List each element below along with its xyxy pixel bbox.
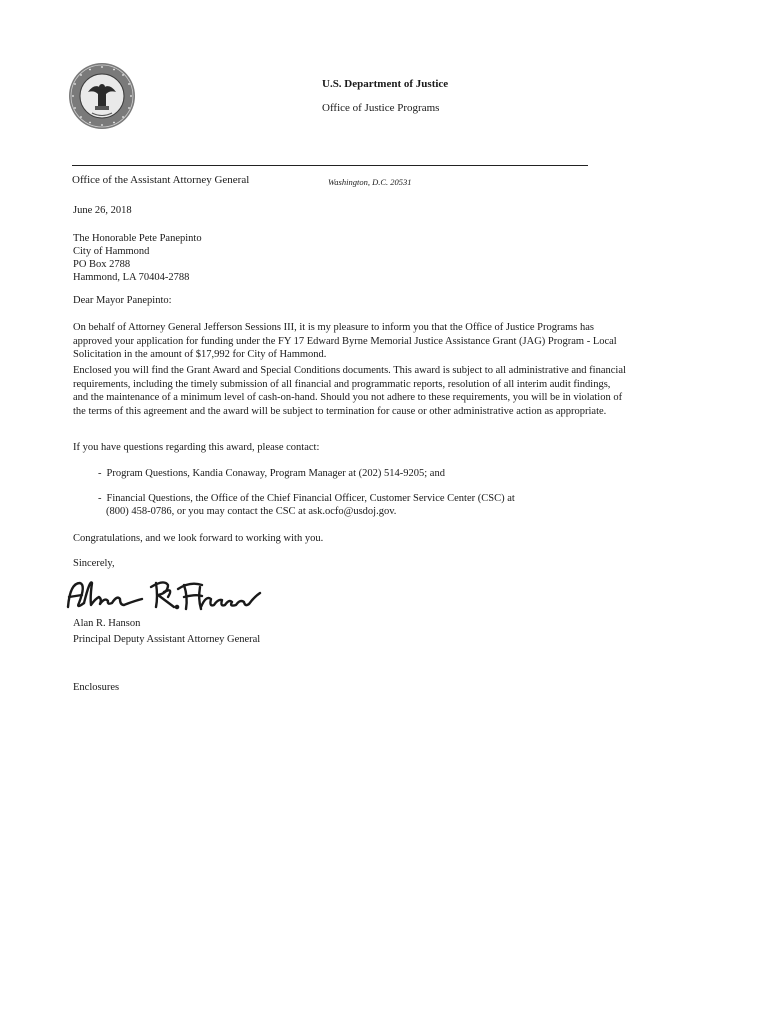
letter-date: June 26, 2018 (73, 205, 132, 216)
body-paragraph-congratulations: Congratulations, and we look forward to working with you. (73, 533, 324, 544)
closing: Sincerely, (73, 558, 115, 569)
recipient-line: PO Box 2788 (73, 259, 131, 270)
contact-bullet-financial-continued: (800) 458-0786, or you may contact the CSC at ask.ocfo@usdoj.gov. (106, 506, 397, 517)
recipient-line: Hammond, LA 70404-2788 (73, 272, 190, 283)
body-paragraph-conditions: Enclosed you will find the Grant Award and Special Conditions documents. This award is subject to all administrative and financial requirements, including the timely submission of all financial and programmatic reports, resolution of all interim audit findings, and the maintenance of a minimum level of cash-on-hand. Should you not adhere to these requirements, you will be in violation of the terms of this agreement and the award will be subject to termination for cause or other administrative action as appropriate. (73, 365, 626, 417)
recipient-line: City of Hammond (73, 246, 150, 257)
bullet-marker: - (98, 493, 102, 504)
bullet-text: Financial Questions, the Office of the Chief Financial Officer, Customer Service Center (CSC) at (106, 493, 515, 504)
sender-office: Office of the Assistant Attorney General (72, 174, 250, 186)
letterhead-divider (72, 165, 588, 166)
handwritten-signature (64, 577, 262, 615)
body-paragraph-award: On behalf of Attorney General Jefferson Sessions III, it is my pleasure to inform you that the Office of Justice Programs has approved your application for funding under the FY 17 Edward Byrne Memorial Justice Assistance Grant (JAG) Program - Local Solicitation in the amount of $17,992 for City of Hammond. (73, 322, 617, 360)
enclosures: Enclosures (73, 682, 120, 693)
department-office: Office of Justice Programs (322, 102, 440, 114)
body-paragraph-questions: If you have questions regarding this award, please contact: (73, 442, 320, 453)
contact-bullet-financial (98, 492, 618, 506)
salutation: Dear Mayor Panepinto: (73, 295, 172, 306)
sender-location: Washington, D.C. 20531 (328, 177, 412, 187)
bullet-marker: - (98, 468, 102, 479)
signatory-title: Principal Deputy Assistant Attorney General (73, 634, 261, 645)
signatory-name: Alan R. Hanson (73, 618, 141, 629)
recipient-line: The Honorable Pete Panepinto (73, 233, 202, 244)
doj-seal-logo (68, 62, 136, 130)
department-name: U.S. Department of Justice (322, 78, 449, 90)
contact-bullet-program (98, 467, 618, 481)
bullet-text: Program Questions, Kandia Conaway, Program Manager at (202) 514-9205; and (106, 468, 445, 479)
